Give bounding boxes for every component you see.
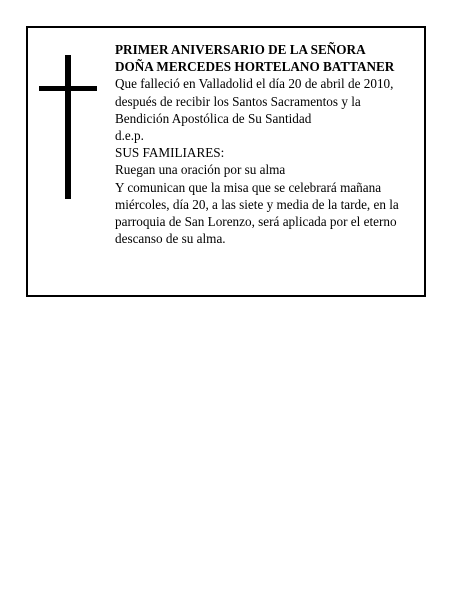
notice-title-line-2: DOÑA MERCEDES HORTELANO BATTANER	[115, 59, 395, 75]
notice-body-line: Y comunican que la misa que se celebrará mañana	[115, 179, 382, 195]
notice-body-line: miércoles, día 20, a las siete y media de la tarde, en la	[115, 196, 399, 212]
cross-icon	[39, 55, 99, 199]
notice-body-line: Ruegan una oración por su alma	[115, 162, 286, 178]
notice-body-line: Bendición Apostólica de Su Santidad	[115, 110, 312, 126]
notice-family-heading: SUS FAMILIARES:	[115, 145, 225, 161]
notice-title-line-1: PRIMER ANIVERSARIO DE LA SEÑORA	[115, 42, 366, 57]
cross-horizontal-bar	[39, 86, 97, 91]
notice-body-line: Que falleció en Valladolid el día 20 de abril de 2010,	[115, 76, 394, 92]
notice-body-line: parroquia de San Lorenzo, será aplicada por el eterno	[115, 214, 397, 230]
notice-text	[115, 41, 425, 247]
obituary-notice	[26, 26, 426, 297]
notice-body-line: descanso de su alma.	[115, 231, 226, 247]
cross-vertical-bar	[65, 55, 71, 199]
notice-body-line: d.e.p.	[115, 128, 144, 144]
notice-body-line: después de recibir los Santos Sacramentos y la	[115, 93, 361, 109]
